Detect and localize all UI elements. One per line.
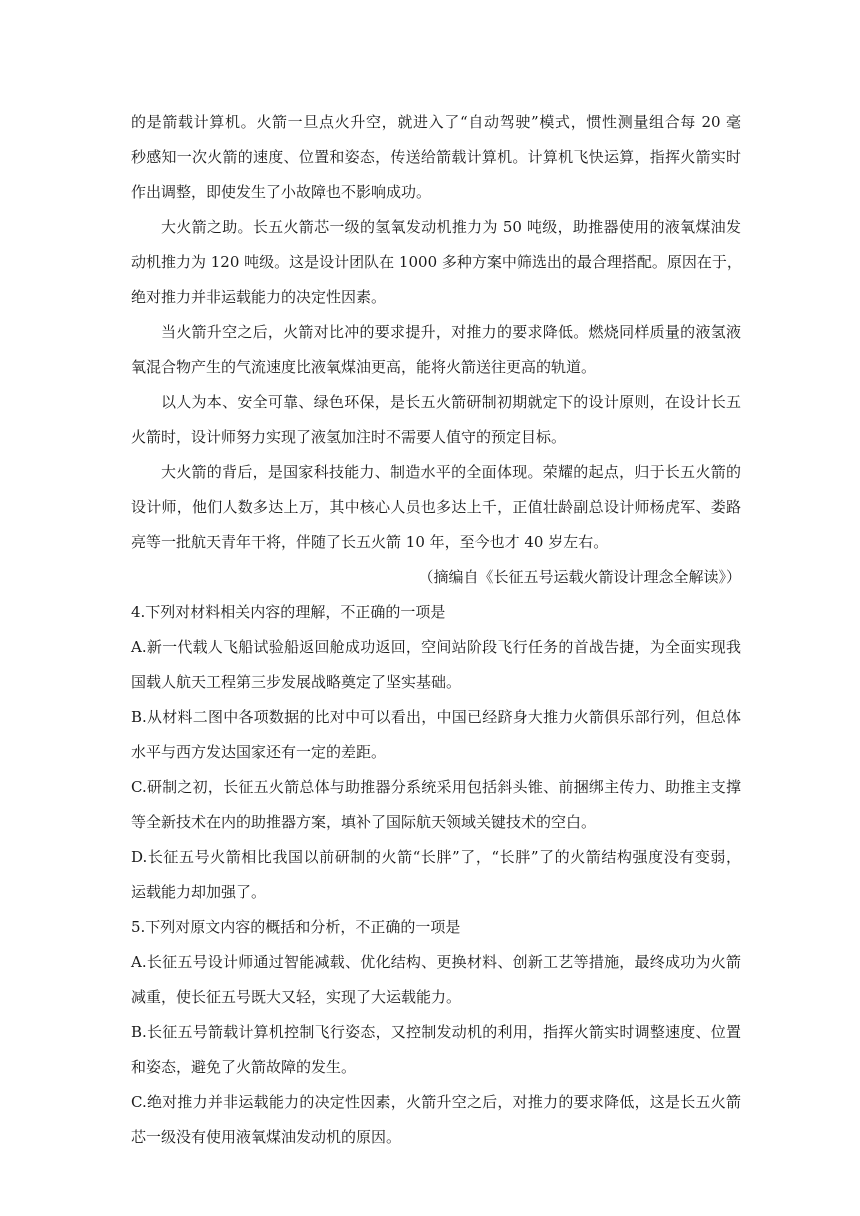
q4-option-c-cont: 等全新技术在内的助推器方案，填补了国际航天领域关键技术的空白。 [131,813,597,831]
passage-line: 火箭时，设计师努力实现了液氢加注时不需要人值守的预定目标。 [131,428,567,446]
passage-line: 大火箭之助。长五火箭芯一级的氢氧发动机推力为 50 吨级，助推器使用的液氧煤油发 [161,218,741,236]
passage-line: 大火箭的背后，是国家科技能力、制造水平的全面体现。荣耀的起点，归于长五火箭的 [161,463,741,481]
q5-option-b-cont: 和姿态，避免了火箭故障的发生。 [131,1058,357,1076]
passage-line: 秒感知一次火箭的速度、位置和姿态，传送给箭载计算机。计算机飞快运算，指挥火箭实时 [131,148,741,166]
q4-option-a: A.新一代载人飞船试验船返回舱成功返回，空间站阶段飞行任务的首战告捷，为全面实现我 [131,638,741,656]
passage-line: 绝对推力并非运载能力的决定性因素。 [131,288,387,306]
passage-line: 设计师，他们人数多达上万，其中核心人员也多达上千，正值壮龄副总设计师杨虎军、娄路 [131,498,741,516]
q5-option-a: A.长征五号设计师通过智能减载、优化结构、更换材料、创新工艺等措施，最终成功为火箭 [131,953,741,971]
q5-option-b: B.长征五号箭载计算机控制飞行姿态，又控制发动机的利用，指挥火箭实时调整速度、位置 [131,1023,741,1041]
passage-line: 以人为本、安全可靠、绿色环保，是长五火箭研制初期就定下的设计原则，在设计长五 [161,393,741,411]
q4-option-a-cont: 国载人航天工程第三步发展战略奠定了坚实基础。 [131,673,462,691]
source-citation: （摘编自《长征五号运载火箭设计理念全解读》） [418,568,741,586]
passage-line: 的是箭载计算机。火箭一旦点火升空，就进入了“自动驾驶”模式，惯性测量组合每 20 毫 [131,113,741,131]
question-5-stem: 5.下列对原文内容的概括和分析，不正确的一项是 [131,918,461,936]
q4-option-d-cont: 运载能力却加强了。 [131,883,267,901]
passage-line: 作出调整，即使发生了小故障也不影响成功。 [131,183,432,201]
passage-line: 亮等一批航天青年干将，伴随了长五火箭 10 年，至今也才 40 岁左右。 [131,533,609,551]
q5-option-c: C.绝对推力并非运载能力的决定性因素，火箭升空之后，对推力的要求降低，这是长五火箭 [131,1093,741,1111]
q4-option-c: C.研制之初，长征五火箭总体与助推器分系统采用包括斜头锥、前捆绑主传力、助推主支撑 [131,778,741,796]
q4-option-d: D.长征五号火箭相比我国以前研制的火箭“长胖”了，“长胖”了的火箭结构强度没有变弱， [131,848,741,866]
question-4-stem: 4.下列对材料相关内容的理解，不正确的一项是 [131,603,446,621]
q5-option-c-cont: 芯一级没有使用液氧煤油发动机的原因。 [131,1128,402,1146]
passage-line: 氧混合物产生的气流速度比液氧煤油更高，能将火箭送往更高的轨道。 [131,358,597,376]
q4-option-b: B.从材料二图中各项数据的比对中可以看出，中国已经跻身大推力火箭俱乐部行列，但总体 [131,708,741,726]
q5-option-a-cont: 减重，使长征五号既大又轻，实现了大运载能力。 [131,988,462,1006]
passage-line: 动机推力为 120 吨级。这是设计团队在 1000 多种方案中筛选出的最合理搭配。原因在于， [131,253,742,271]
q4-option-b-cont: 水平与西方发达国家还有一定的差距。 [131,743,387,761]
passage-line: 当火箭升空之后，火箭对比冲的要求提升，对推力的要求降低。燃烧同样质量的液氢液 [161,323,741,341]
